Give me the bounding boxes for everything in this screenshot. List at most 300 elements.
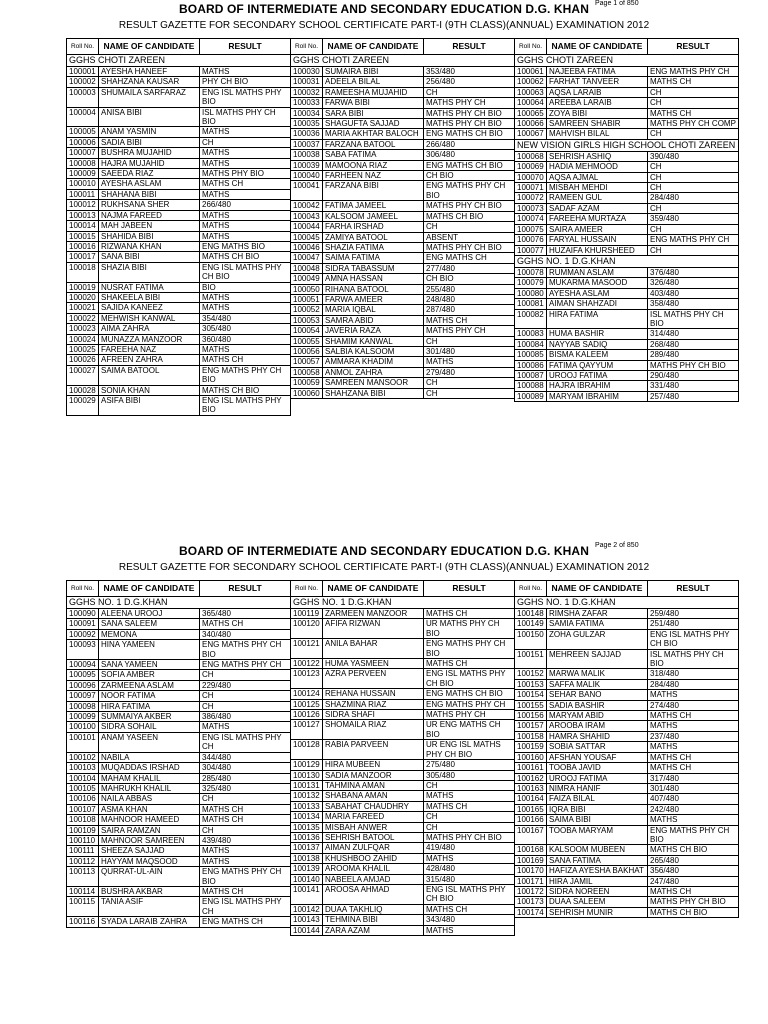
roll-number: 100042 [291,201,323,211]
roll-number: 100160 [515,752,547,762]
roll-number: 100129 [291,760,323,770]
candidate-name: UROOJ FATIMA [547,370,648,380]
table-row [291,609,515,619]
table-row [67,732,291,752]
table-row [291,378,515,388]
candidate-name: SHAMIM KANWAL [323,336,424,346]
table-row [515,907,739,917]
result-value: 255/480 [424,284,515,294]
result-value: CH [648,87,739,97]
table-row [515,151,739,161]
roll-number: 100127 [291,720,323,740]
roll-number: 100056 [291,346,323,356]
roll-number: 100079 [515,278,547,288]
table-row [291,710,515,720]
result-value: 274/480 [648,700,739,710]
table-row [515,886,739,896]
result-value: CH [648,224,739,234]
result-value: MATHS [200,158,291,168]
roll-number: 100053 [291,315,323,325]
result-value: 304/480 [200,763,291,773]
candidate-name: SIDRA SOHAIL [99,722,200,732]
roll-number: 100139 [291,864,323,874]
candidate-name: MUQADDAS IRSHAD [99,763,200,773]
table-row [67,303,291,313]
result-value: 439/480 [200,835,291,845]
roll-number: 100037 [291,139,323,149]
roll-number: 100038 [291,150,323,160]
result-value: MATHS PHY CH BIO [648,360,739,370]
candidate-name: SADIA BASHIR [547,700,648,710]
school-section-row [515,139,739,151]
candidate-name: NABEELA AMJAD [323,874,424,884]
candidate-name: SHEEZA SAJJAD [99,846,200,856]
table-row [515,773,739,783]
result-value: CH [648,129,739,139]
candidate-name: MARYAM IBRAHIM [547,391,648,401]
roll-number: 100033 [291,98,323,108]
roll-number: 100017 [67,252,99,262]
result-value: 277/480 [424,263,515,273]
candidate-name: DUAA TAKHLIQ [323,904,424,914]
roll-number: 100115 [67,897,99,917]
roll-number: 100116 [67,917,99,927]
result-value: MATHS [424,357,515,367]
gazette-subtitle: RESULT GAZETTE FOR SECONDARY SCHOOL CERTIFICATE PART-I (9TH CLASS)(ANNUAL) EXAMINATION 2012 [118,562,650,573]
roll-number: 100092 [67,629,99,639]
candidate-name: NABILA [99,752,200,762]
roll-number: 100173 [515,897,547,907]
table-row [291,770,515,780]
roll-number: 100114 [67,886,99,896]
roll-no-header: Roll No. [291,39,323,55]
candidate-name: RABIA PARVEEN [323,740,424,760]
roll-number: 100086 [515,360,547,370]
candidate-name: SHAHZANA BIBI [323,388,424,398]
roll-number: 100124 [291,689,323,699]
result-value: 318/480 [648,669,739,679]
table-row [291,222,515,232]
table-row [515,391,739,401]
result-value: MATHS PHY CH [424,710,515,720]
result-value: 428/480 [424,864,515,874]
candidate-name: HUZAIFA KHURSHEED [547,245,648,255]
table-row [515,742,739,752]
table-row [67,148,291,158]
result-value: MATHS [200,344,291,354]
roll-no-header: Roll No. [515,39,547,55]
table-row [67,825,291,835]
table-row [291,791,515,801]
candidate-name: HAJRA IBRAHIM [547,381,648,391]
roll-number: 100073 [515,203,547,213]
table-row [67,334,291,344]
table-row [291,171,515,181]
candidate-name: FAREEHA NAZ [99,344,200,354]
result-value: MATHS CH [424,801,515,811]
roll-number: 100133 [291,801,323,811]
result-value: MATHS PHY CH BIO [424,242,515,252]
roll-number: 100169 [515,855,547,865]
gazette-subtitle: RESULT GAZETTE FOR SECONDARY SCHOOL CERTIFICATE PART-I (9TH CLASS)(ANNUAL) EXAMINATION 2012 [118,20,650,31]
result-value: 386/480 [200,712,291,722]
table-row [67,355,291,365]
result-value: MATHS [200,210,291,220]
result-value: MATHS CH [424,659,515,669]
result-value: CH [424,222,515,232]
candidate-name: SEHRISH ASHIQ [547,151,648,161]
candidate-name: MAMOONA RIAZ [323,160,424,170]
table-row [67,846,291,856]
candidate-name: AMNA HASSAN [323,274,424,284]
roll-number: 100112 [67,856,99,866]
result-value: CH [648,98,739,108]
result-value: MATHS [424,853,515,863]
candidate-name: HIRA FATIMA [99,701,200,711]
result-value: 257/480 [648,391,739,401]
roll-number: 100049 [291,274,323,284]
candidate-name: SHUMAILA SARFARAZ [99,87,200,107]
candidate-name: HAYYAM MAQSOOD [99,856,200,866]
roll-number: 100061 [515,67,547,77]
table-row [515,609,739,619]
roll-number: 100006 [67,137,99,147]
result-value: 419/480 [424,843,515,853]
result-value: 266/480 [424,139,515,149]
candidate-name: SAIRA AMEER [547,224,648,234]
candidate-name: SHAZIA FATIMA [323,242,424,252]
candidate-name: BUSHRA AKBAR [99,886,200,896]
roll-number: 100157 [515,721,547,731]
table-row [515,629,739,649]
result-value: MATHS [200,189,291,199]
candidate-name: FARWA AMEER [323,294,424,304]
candidate-name: SHABANA AMAN [323,791,424,801]
candidate-name: AQSA LARAIB [547,87,648,97]
table-row [67,773,291,783]
roll-number: 100154 [515,690,547,700]
roll-number: 100052 [291,305,323,315]
roll-no-header: Roll No. [515,581,547,597]
candidate-name: NOOR FATIMA [99,691,200,701]
candidate-name: DUAA SALEEM [547,897,648,907]
result-value: MATHS CH [200,179,291,189]
table-row [67,897,291,917]
table-row [515,172,739,182]
roll-number: 100142 [291,904,323,914]
candidate-name: JAVERIA RAZA [323,326,424,336]
roll-number: 100103 [67,763,99,773]
result-value: MATHS PHY BIO [200,169,291,179]
result-value: MATHS CH BIO [648,907,739,917]
result-value: 284/480 [648,679,739,689]
result-value: MATHS [200,292,291,302]
table-row [67,609,291,619]
roll-number: 100081 [515,299,547,309]
table-row [67,179,291,189]
result-value: ENG MATHS CH [200,917,291,927]
roll-number: 100100 [67,722,99,732]
roll-number: 100002 [67,77,99,87]
candidate-name: SHAKEELA BIBI [99,292,200,302]
table-row [515,825,739,845]
candidate-name: SOBIA SATTAR [547,742,648,752]
results-table [290,580,515,936]
result-value: ENG MATHS PHY CH [648,235,739,245]
result-value: 305/480 [200,324,291,334]
candidate-name: MARYAM ABID [547,711,648,721]
table-row [291,139,515,149]
result-value: MATHS PHY CH BIO [424,201,515,211]
candidate-name-header: NAME OF CANDIDATE [547,581,648,597]
table-row [291,925,515,935]
result-value: ENG MATHS PHY CH BIO [200,867,291,887]
result-value: 265/480 [648,855,739,865]
table-row [291,211,515,221]
candidate-name: SAMREEN SHABIR [547,119,648,129]
table-row [291,357,515,367]
table-row [515,752,739,762]
candidate-name: SALBIA KALSOOM [323,346,424,356]
table-row [67,324,291,334]
table-row [291,853,515,863]
result-value: MATHS [200,722,291,732]
roll-number: 100134 [291,812,323,822]
candidate-name: SANA YAMEEN [99,660,200,670]
candidate-name: ANAM YASEEN [99,732,200,752]
candidate-name: SYADA LARAIB ZAHRA [99,917,200,927]
roll-number: 100085 [515,350,547,360]
table-row [515,119,739,129]
result-value: 229/480 [200,680,291,690]
result-value: MATHS CH [648,886,739,896]
candidate-name: SHOMAILA RIAZ [323,720,424,740]
school-name: NEW VISION GIRLS HIGH SCHOOL CHOTI ZAREEN [515,139,739,151]
table-header-row [515,581,739,597]
table-row [67,783,291,793]
candidate-name: KHUSHBOO ZAHID [323,853,424,863]
table-row [515,700,739,710]
result-value: 354/480 [200,313,291,323]
table-row [515,690,739,700]
table-row [515,669,739,679]
table-row [515,360,739,370]
roll-number: 100161 [515,763,547,773]
table-row [515,815,739,825]
result-value: ENG ISL MATHS PHY CH [200,897,291,917]
roll-number: 100068 [515,151,547,161]
table-row [67,794,291,804]
roll-number: 100078 [515,267,547,277]
result-value: CH [200,137,291,147]
candidate-name-header: NAME OF CANDIDATE [323,39,424,55]
roll-number: 100067 [515,129,547,139]
result-value: 376/480 [648,267,739,277]
result-value: MATHS CH [200,815,291,825]
table-row [515,679,739,689]
result-value: ENG MATHS PHY CH [200,660,291,670]
candidate-name: SHAZIA BIBI [99,262,200,282]
roll-number: 100084 [515,339,547,349]
candidate-name: FARHAT TANVEER [547,77,648,87]
roll-number: 100159 [515,742,547,752]
result-value: MATHS [200,221,291,231]
table-row [515,299,739,309]
result-column [514,38,738,402]
result-header: RESULT [424,581,515,597]
result-value: MATHS PHY CH BIO [424,119,515,129]
roll-number: 100070 [515,172,547,182]
table-row [515,876,739,886]
candidate-name: SHAZMINA RIAZ [323,699,424,709]
table-row [515,845,739,855]
candidate-name: RUKHSANA SHER [99,200,200,210]
candidate-name: RAMEESHA MUJAHID [323,87,424,97]
result-value: ENG MATHS PHY CH BIO [424,181,515,201]
candidate-name: KALSOOM JAMEEL [323,211,424,221]
candidate-name: AROOBA IRAM [547,721,648,731]
candidate-name: FARHEEN NAZ [323,171,424,181]
table-row [67,107,291,127]
candidate-name: SADAF AZAM [547,203,648,213]
result-value: MATHS CH [424,904,515,914]
candidate-name: SIDRA TABASSUM [323,263,424,273]
table-row [291,77,515,87]
table-row [515,731,739,741]
result-value: 314/480 [648,329,739,339]
table-row [515,763,739,773]
table-row [291,780,515,790]
candidate-name: SONIA KHAN [99,385,200,395]
candidate-name: RUMMAN ASLAM [547,267,648,277]
candidate-name: FARHA IRSHAD [323,222,424,232]
roll-number: 100144 [291,925,323,935]
table-row [515,87,739,97]
roll-number: 100105 [67,783,99,793]
result-value: 325/480 [200,783,291,793]
roll-number: 100135 [291,822,323,832]
roll-number: 100140 [291,874,323,884]
result-value: MATHS CH BIO [424,211,515,221]
roll-number: 100165 [515,804,547,814]
table-row [515,67,739,77]
roll-number: 100023 [67,324,99,334]
result-value: ENG MATHS PHY CH BIO [648,825,739,845]
roll-number: 100059 [291,378,323,388]
roll-number: 100083 [515,329,547,339]
roll-number: 100025 [67,344,99,354]
table-row [515,855,739,865]
candidate-name: ASIFA BIBI [99,396,200,416]
result-value: MATHS [648,815,739,825]
roll-number: 100069 [515,162,547,172]
roll-number: 100013 [67,210,99,220]
result-value: CH [648,172,739,182]
candidate-name: NAYYAB SADIQ [547,339,648,349]
candidate-name: SHAHIDA BIBI [99,231,200,241]
roll-number: 100008 [67,158,99,168]
candidate-name: MUNAZZA MANZOOR [99,334,200,344]
table-row [67,670,291,680]
roll-number: 100039 [291,160,323,170]
result-value: MATHS CH [648,77,739,87]
result-value: 343/480 [424,915,515,925]
candidate-name: HINA YAMEEN [99,640,200,660]
result-value: BIO [200,282,291,292]
results-table [514,580,739,918]
candidate-name: MEHWISH KANWAL [99,313,200,323]
table-row [291,160,515,170]
candidate-name: SAMREEN MANSOOR [323,378,424,388]
candidate-name: AFSHAN YOUSAF [547,752,648,762]
table-row [515,235,739,245]
result-value: MATHS [648,690,739,700]
result-value: 344/480 [200,752,291,762]
table-row [515,783,739,793]
roll-no-header: Roll No. [67,39,99,55]
result-value: CH [200,794,291,804]
result-value: ENG MATHS CH BIO [424,160,515,170]
candidate-name: ZOHA GULZAR [547,629,648,649]
roll-number: 100170 [515,866,547,876]
roll-number: 100036 [291,129,323,139]
result-value: CH [648,162,739,172]
candidate-name-header: NAME OF CANDIDATE [99,39,200,55]
candidate-name: AYESHA ASLAM [547,288,648,298]
result-value: UR ENG ISL MATHS PHY CH BIO [424,740,515,760]
result-header: RESULT [200,581,291,597]
result-value: MATHS CH [424,315,515,325]
candidate-name: SHAHANA BIBI [99,189,200,199]
roll-number: 100168 [515,845,547,855]
table-row [291,129,515,139]
result-value: MATHS CH [200,804,291,814]
result-value: MATHS PHY CH BIO [424,832,515,842]
candidate-name: UROOJ FATIMA [547,773,648,783]
candidate-name: FATIMA QAYYUM [547,360,648,370]
candidate-name: MISBAH MEHDI [547,183,648,193]
candidate-name: SIDRA NOREEN [547,886,648,896]
roll-number: 100172 [515,886,547,896]
roll-number: 100162 [515,773,547,783]
table-row [67,701,291,711]
candidate-name: HAFIZA AYESHA BAKHAT [547,866,648,876]
board-title: BOARD OF INTERMEDIATE AND SECONDARY EDUCATION D.G. KHAN [179,544,589,558]
result-value: MATHS CH [648,763,739,773]
candidate-name: NIMRA HANIF [547,783,648,793]
roll-number: 100108 [67,815,99,825]
table-row [291,832,515,842]
table-row [67,137,291,147]
result-value: MATHS CH BIO [200,385,291,395]
roll-number: 100111 [67,846,99,856]
roll-number: 100090 [67,609,99,619]
roll-number: 100125 [291,699,323,709]
result-value: MATHS PHY CH [424,326,515,336]
table-row [515,721,739,731]
result-value: CH [424,780,515,790]
candidate-name: QURRAT-UL-AIN [99,867,200,887]
result-value: MATHS CH [424,609,515,619]
table-row [291,181,515,201]
table-row [67,200,291,210]
candidate-name: SAMIA FATIMA [547,619,648,629]
roll-number: 100003 [67,87,99,107]
roll-number: 100152 [515,669,547,679]
table-row [515,77,739,87]
roll-number: 100057 [291,357,323,367]
candidate-name: AIMAN SHAHZADI [547,299,648,309]
